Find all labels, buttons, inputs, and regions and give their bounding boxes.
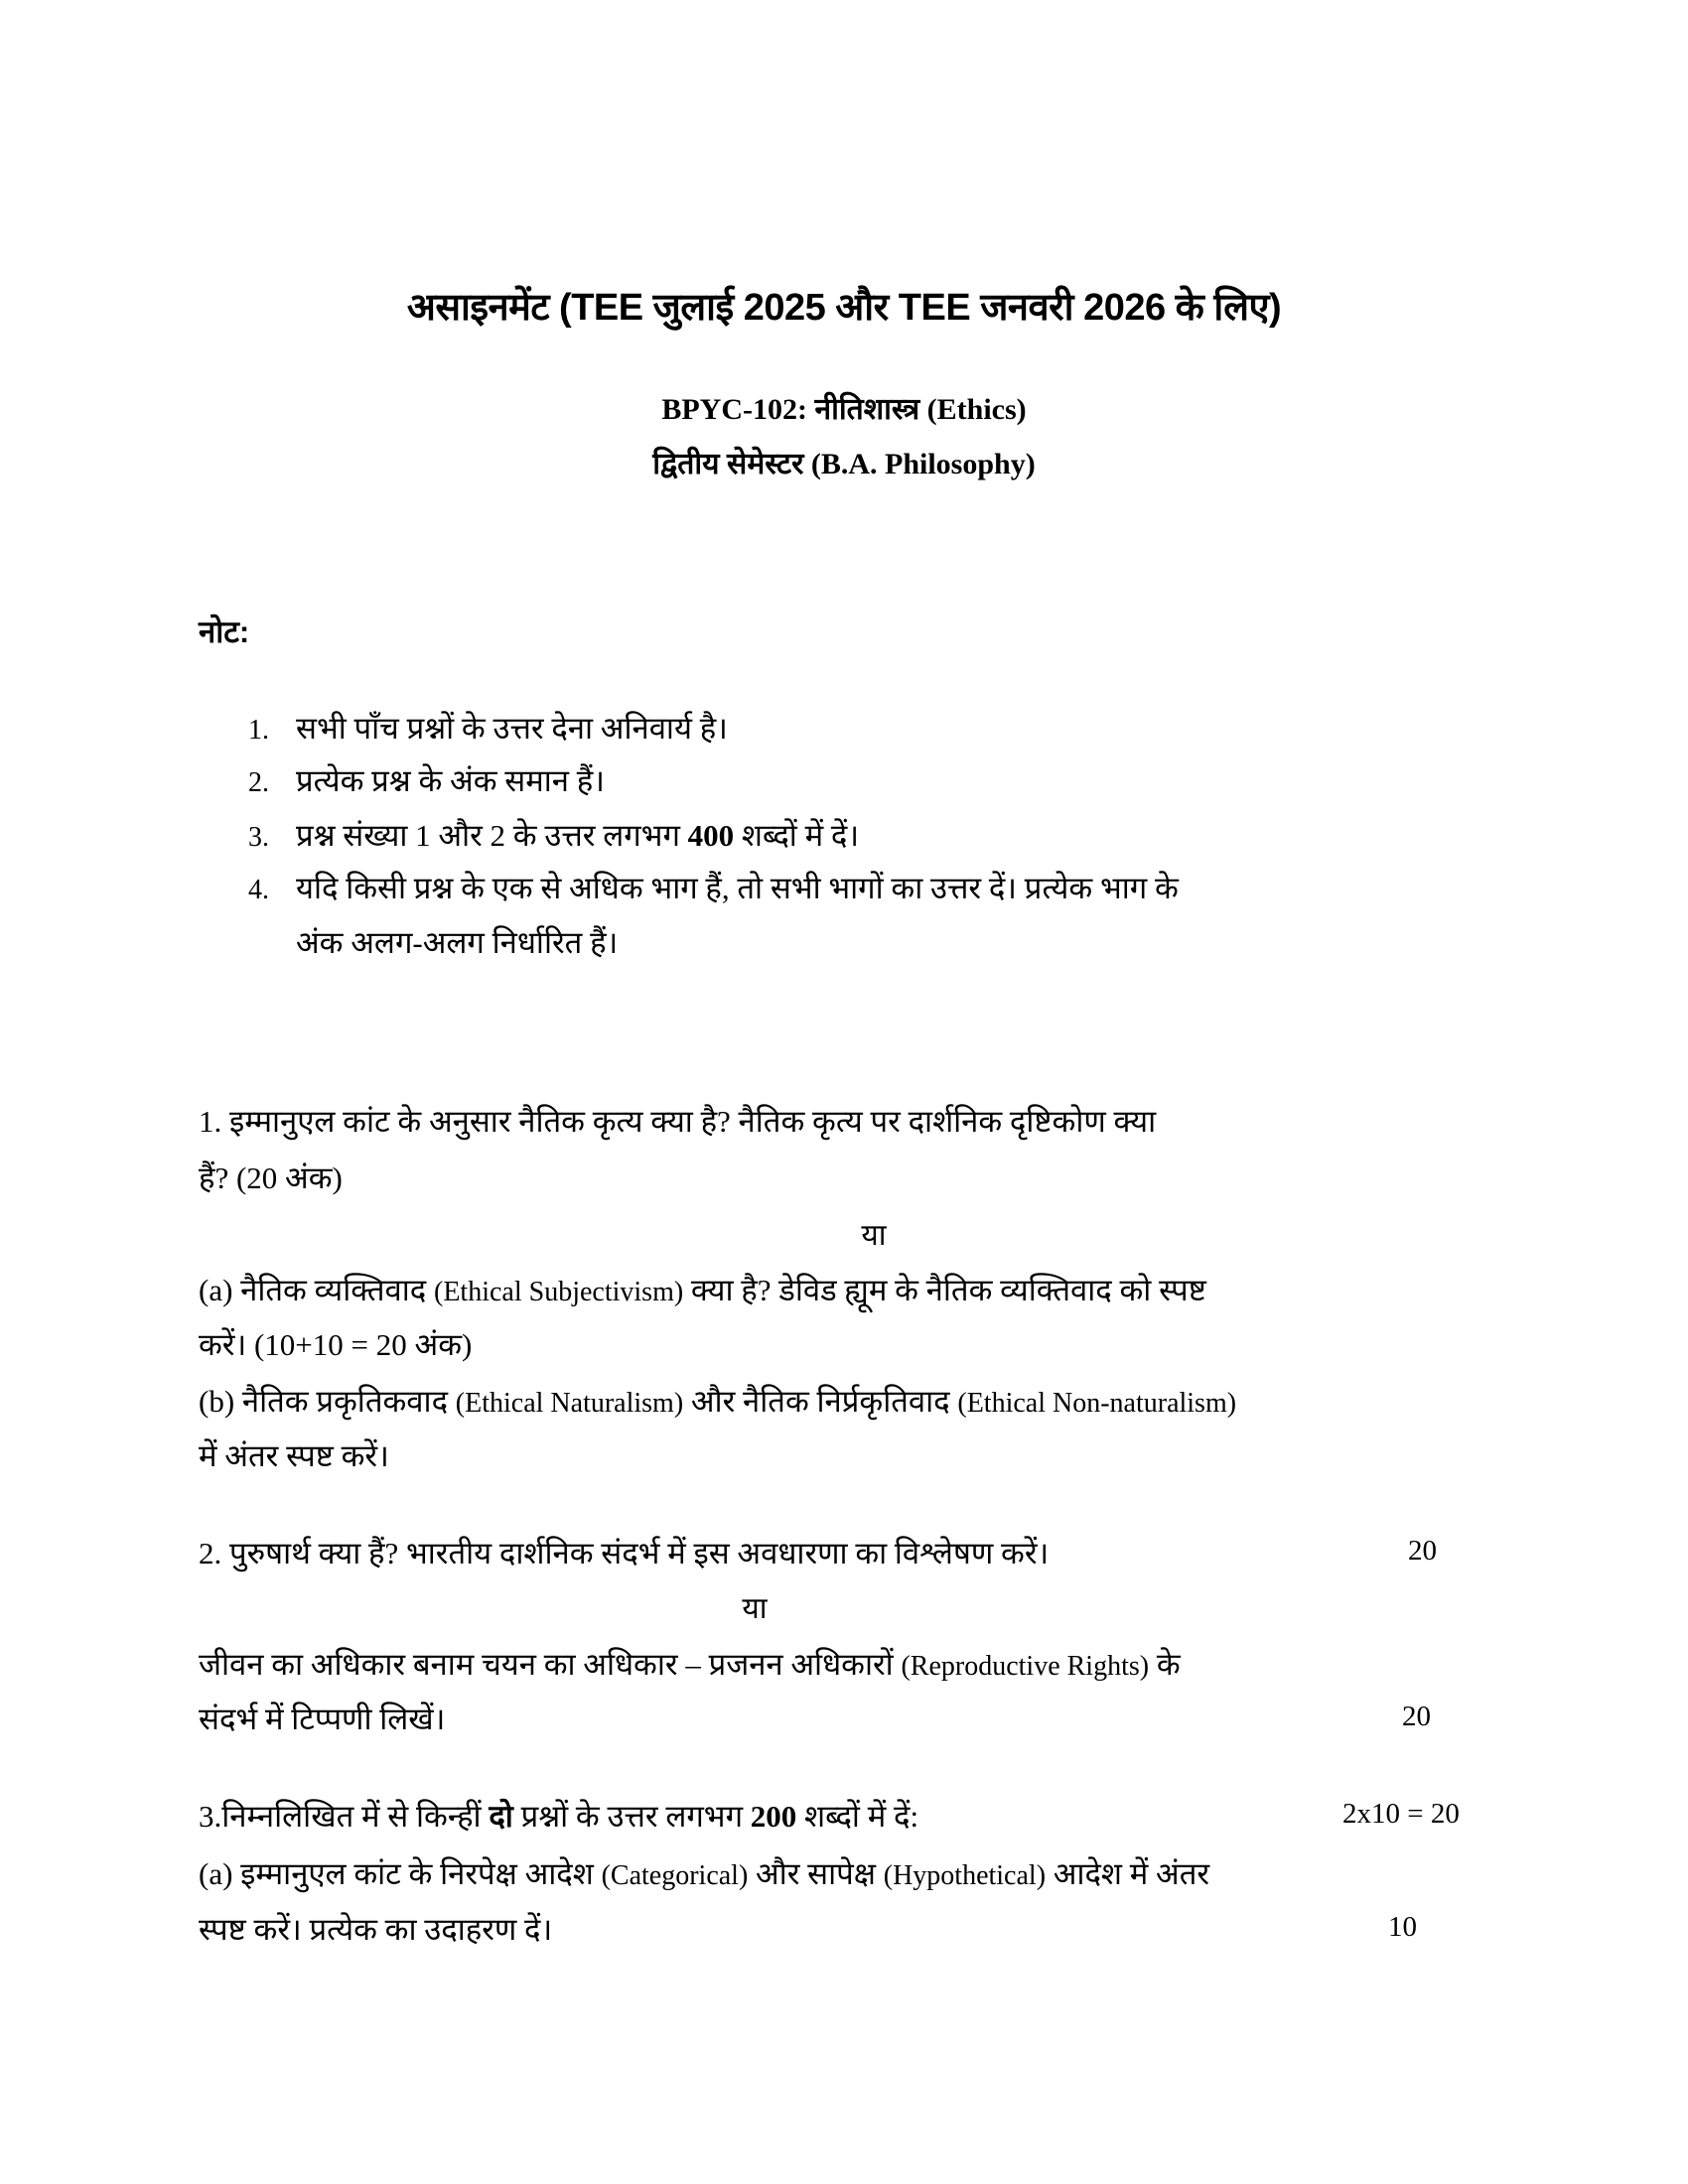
word-count: 400 bbox=[687, 818, 735, 853]
question-2-alt-line2: संदर्भ में टिप्पणी लिखें। bbox=[199, 1702, 446, 1736]
note-number: 4. bbox=[248, 875, 269, 905]
question-1a-line2: करें। (10+10 = 20 अंक) bbox=[199, 1327, 473, 1362]
note-number: 3. bbox=[248, 822, 269, 853]
text: क्या है? डेविड ह्यूम के नैतिक व्यक्तिवाद को स्पष्ट bbox=[683, 1273, 1206, 1307]
question-1b-line2: में अंतर स्पष्ट करें। bbox=[199, 1438, 389, 1473]
question-1a-line1 bbox=[199, 1269, 1206, 1310]
note-heading: नोट: bbox=[199, 614, 250, 649]
note-text: सभी पाँच प्रश्नों के उत्तर देना अनिवार्य है। bbox=[296, 711, 728, 746]
note-number: 2. bbox=[248, 767, 269, 798]
question-2-alt-line1 bbox=[199, 1643, 1181, 1685]
document-title: असाइनमेंट (TEE जुलाई 2025 और TEE जनवरी 2026 के लिए) bbox=[406, 287, 1282, 329]
text: (b) नैतिक प्रकृतिकवाद bbox=[199, 1384, 456, 1419]
or-divider: या bbox=[742, 1592, 768, 1625]
note-text: यदि किसी प्रश्न के एक से अधिक भाग हैं, तो सभी भागों का उत्तर दें। प्रत्येक भाग के bbox=[296, 871, 1179, 905]
text: के bbox=[1149, 1647, 1181, 1682]
question-3-line1 bbox=[199, 1795, 918, 1837]
question-3-marks: 2x10 = 20 bbox=[1342, 1798, 1460, 1830]
note-text: शब्दों में दें। bbox=[734, 818, 860, 853]
note-item-4-cont: अंक अलग-अलग निर्धारित हैं। bbox=[296, 925, 619, 960]
note-item-3 bbox=[248, 814, 859, 856]
note-text: प्रश्न संख्या 1 और 2 के उत्तर लगभग bbox=[296, 818, 688, 853]
or-divider: या bbox=[861, 1219, 887, 1252]
note-text: प्रत्येक प्रश्न के अंक समान हैं। bbox=[296, 763, 605, 798]
question-3a-line1 bbox=[199, 1852, 1209, 1894]
question-1b-line1 bbox=[199, 1380, 1236, 1422]
text: (a) नैतिक व्यक्तिवाद bbox=[199, 1273, 434, 1307]
note-item-2 bbox=[248, 759, 605, 801]
text: शब्दों में दें: bbox=[796, 1799, 919, 1834]
english-term: (Ethical Non-naturalism) bbox=[957, 1388, 1237, 1419]
word-count: 200 bbox=[750, 1799, 797, 1834]
emphasis: दो bbox=[489, 1799, 513, 1834]
question-3a-line2: स्पष्ट करें। प्रत्येक का उदाहरण दें। bbox=[199, 1912, 553, 1947]
note-item-4 bbox=[248, 867, 1179, 908]
question-1-line2: हैं? (20 अंक) bbox=[199, 1160, 343, 1195]
text: 3.निम्नलिखित में से किन्हीं bbox=[199, 1799, 490, 1834]
question-2-alt-marks: 20 bbox=[1402, 1701, 1431, 1732]
question-3a-marks: 10 bbox=[1388, 1911, 1417, 1943]
english-term: (Categorical) bbox=[601, 1860, 749, 1891]
question-2-marks: 20 bbox=[1408, 1535, 1437, 1567]
text: (a) इम्मानुएल कांट के निरपेक्ष आदेश bbox=[199, 1856, 602, 1891]
text: प्रश्नों के उत्तर लगभग bbox=[512, 1799, 751, 1834]
text: और नैतिक निर्प्रकृतिवाद bbox=[683, 1384, 958, 1419]
note-item-1 bbox=[248, 707, 728, 749]
note-number: 1. bbox=[248, 715, 269, 746]
english-term: (Reproductive Rights) bbox=[901, 1651, 1150, 1682]
english-term: (Hypothetical) bbox=[883, 1860, 1047, 1891]
english-term: (Ethical Subjectivism) bbox=[434, 1277, 684, 1307]
semester-label: द्वितीय सेमेस्टर (B.A. Philosophy) bbox=[652, 448, 1036, 480]
course-code: BPYC-102: नीतिशास्त्र (Ethics) bbox=[661, 393, 1027, 426]
question-2-line1: 2. पुरुषार्थ क्या हैं? भारतीय दार्शनिक संदर्भ में इस अवधारणा का विश्लेषण करें। bbox=[199, 1536, 1050, 1570]
question-1-line1: 1. इम्मानुएल कांट के अनुसार नैतिक कृत्य क्या है? नैतिक कृत्य पर दार्शनिक दृष्टिकोण क्या bbox=[199, 1104, 1157, 1139]
text: और सापेक्ष bbox=[748, 1856, 884, 1891]
text: जीवन का अधिकार बनाम चयन का अधिकार – प्रजनन अधिकारों bbox=[199, 1647, 902, 1682]
english-term: (Ethical Naturalism) bbox=[455, 1388, 684, 1419]
text: आदेश में अंतर bbox=[1046, 1856, 1210, 1891]
